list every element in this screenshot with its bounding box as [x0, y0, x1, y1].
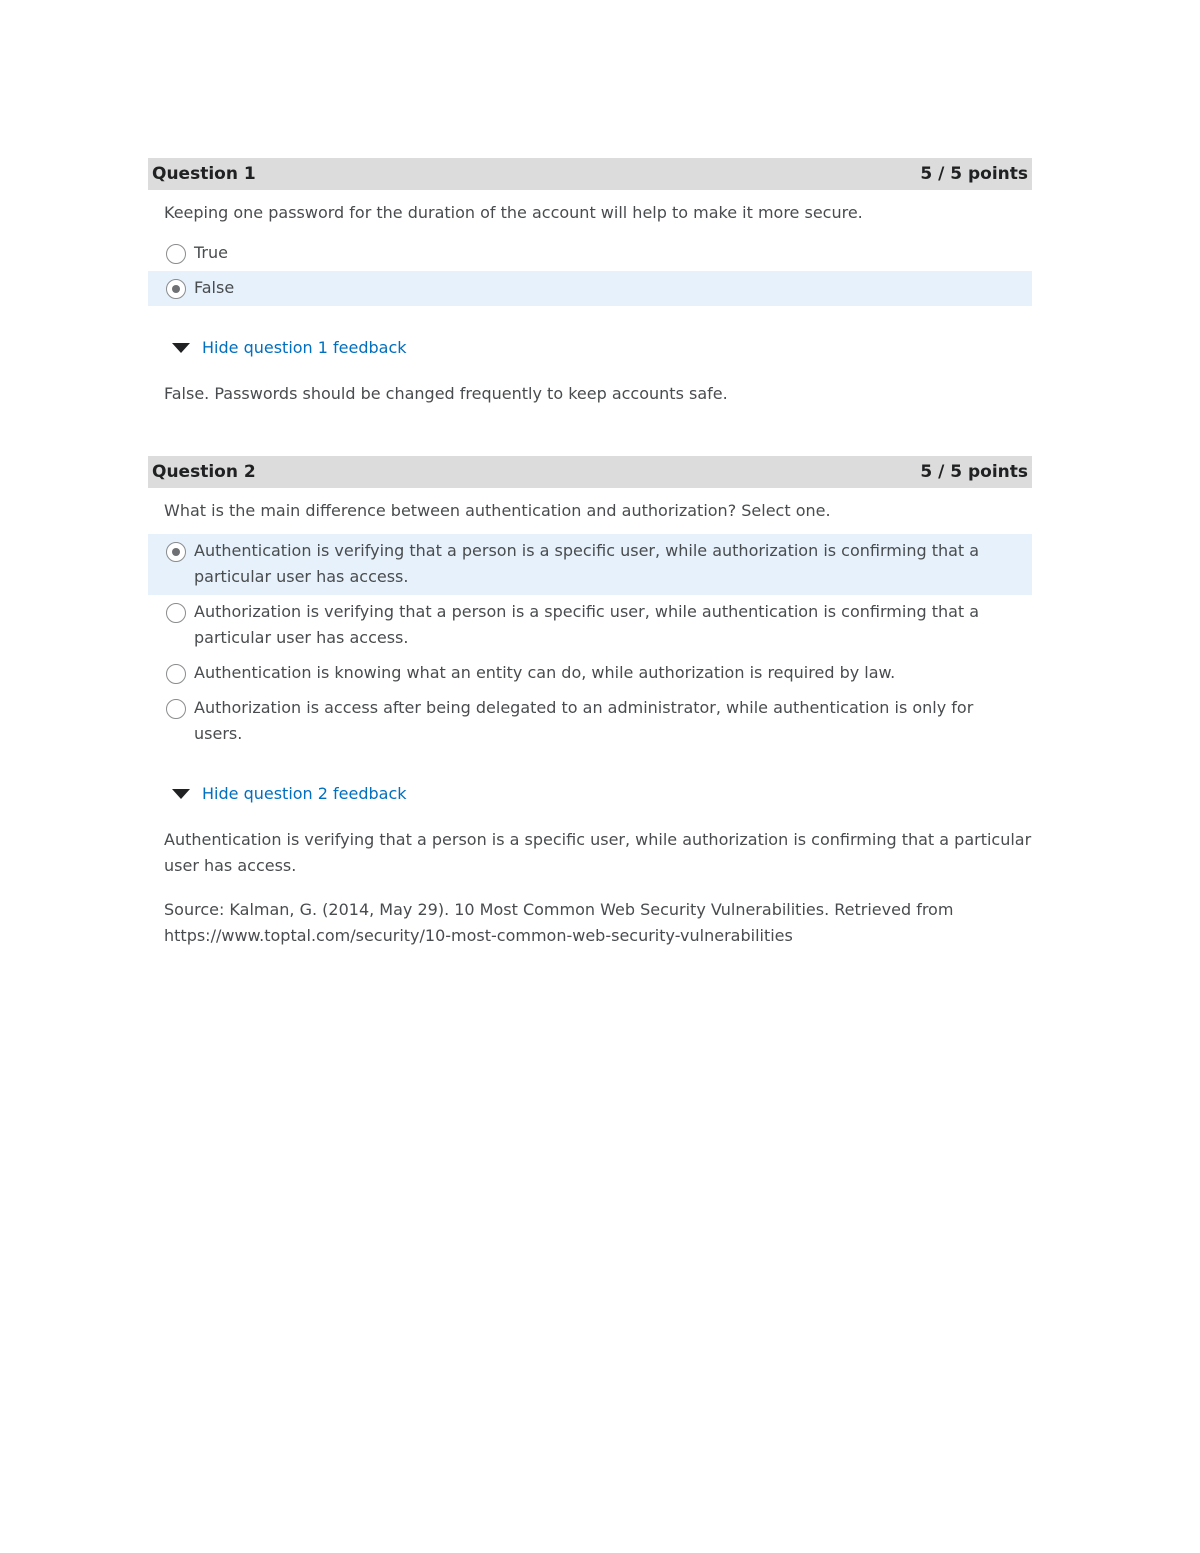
hide-feedback-link[interactable]: Hide question 1 feedback [202, 338, 407, 357]
question-title: Question 2 [152, 462, 256, 482]
question-2 [148, 456, 1032, 967]
radio-button-selected[interactable] [166, 279, 186, 299]
question-header [148, 456, 1032, 488]
feedback-text: False. Passwords should be changed frequently to keep accounts safe. [164, 384, 728, 403]
question-text: Keeping one password for the duration of the account will help to make it more secure. [164, 203, 863, 222]
answer-options [148, 236, 1032, 306]
answer-option-label: False [194, 278, 235, 297]
radio-button[interactable] [166, 699, 186, 719]
question-text: What is the main difference between authentication and authorization? Select one. [164, 501, 831, 520]
answer-option-a[interactable] [148, 534, 1032, 595]
radio-button-selected[interactable] [166, 542, 186, 562]
question-1 [148, 158, 1032, 425]
question-title: Question 1 [152, 164, 256, 184]
question-feedback [164, 381, 1032, 407]
question-points: 5 / 5 points [920, 164, 1028, 184]
answer-option-d[interactable] [148, 691, 1032, 752]
radio-button[interactable] [166, 664, 186, 684]
hide-feedback-toggle[interactable] [172, 338, 1032, 357]
answer-option-b[interactable] [148, 595, 1032, 656]
answer-option-label: Authorization is verifying that a person is a specific user, while authentication is confirming that a particular user has access. [194, 602, 980, 647]
question-feedback [164, 827, 1032, 949]
answer-option-label: Authorization is access after being delegated to an administrator, while authentication is only for users. [194, 698, 974, 743]
answer-option-c[interactable] [148, 656, 1032, 691]
answer-option-label: Authentication is knowing what an entity can do, while authorization is required by law. [194, 663, 896, 682]
feedback-source: Source: Kalman, G. (2014, May 29). 10 Most Common Web Security Vulnerabilities. Retrieved from https://www.toptal.com/security/10-most-common-web-security-vulnerabilities [164, 900, 954, 945]
question-header [148, 158, 1032, 190]
answer-option-label: True [194, 243, 228, 262]
answer-options [148, 534, 1032, 752]
answer-option-label: Authentication is verifying that a person is a specific user, while authorization is confirming that a particular user has access. [194, 541, 980, 586]
caret-down-icon [172, 789, 190, 799]
answer-option-false[interactable] [148, 271, 1032, 306]
answer-option-true[interactable] [148, 236, 1032, 271]
feedback-text: Authentication is verifying that a person is a specific user, while authorization is confirming that a particular user has access. [164, 830, 1032, 875]
question-points: 5 / 5 points [920, 462, 1028, 482]
caret-down-icon [172, 343, 190, 353]
hide-feedback-toggle[interactable] [172, 784, 1032, 803]
radio-button[interactable] [166, 603, 186, 623]
radio-button[interactable] [166, 244, 186, 264]
hide-feedback-link[interactable]: Hide question 2 feedback [202, 784, 407, 803]
